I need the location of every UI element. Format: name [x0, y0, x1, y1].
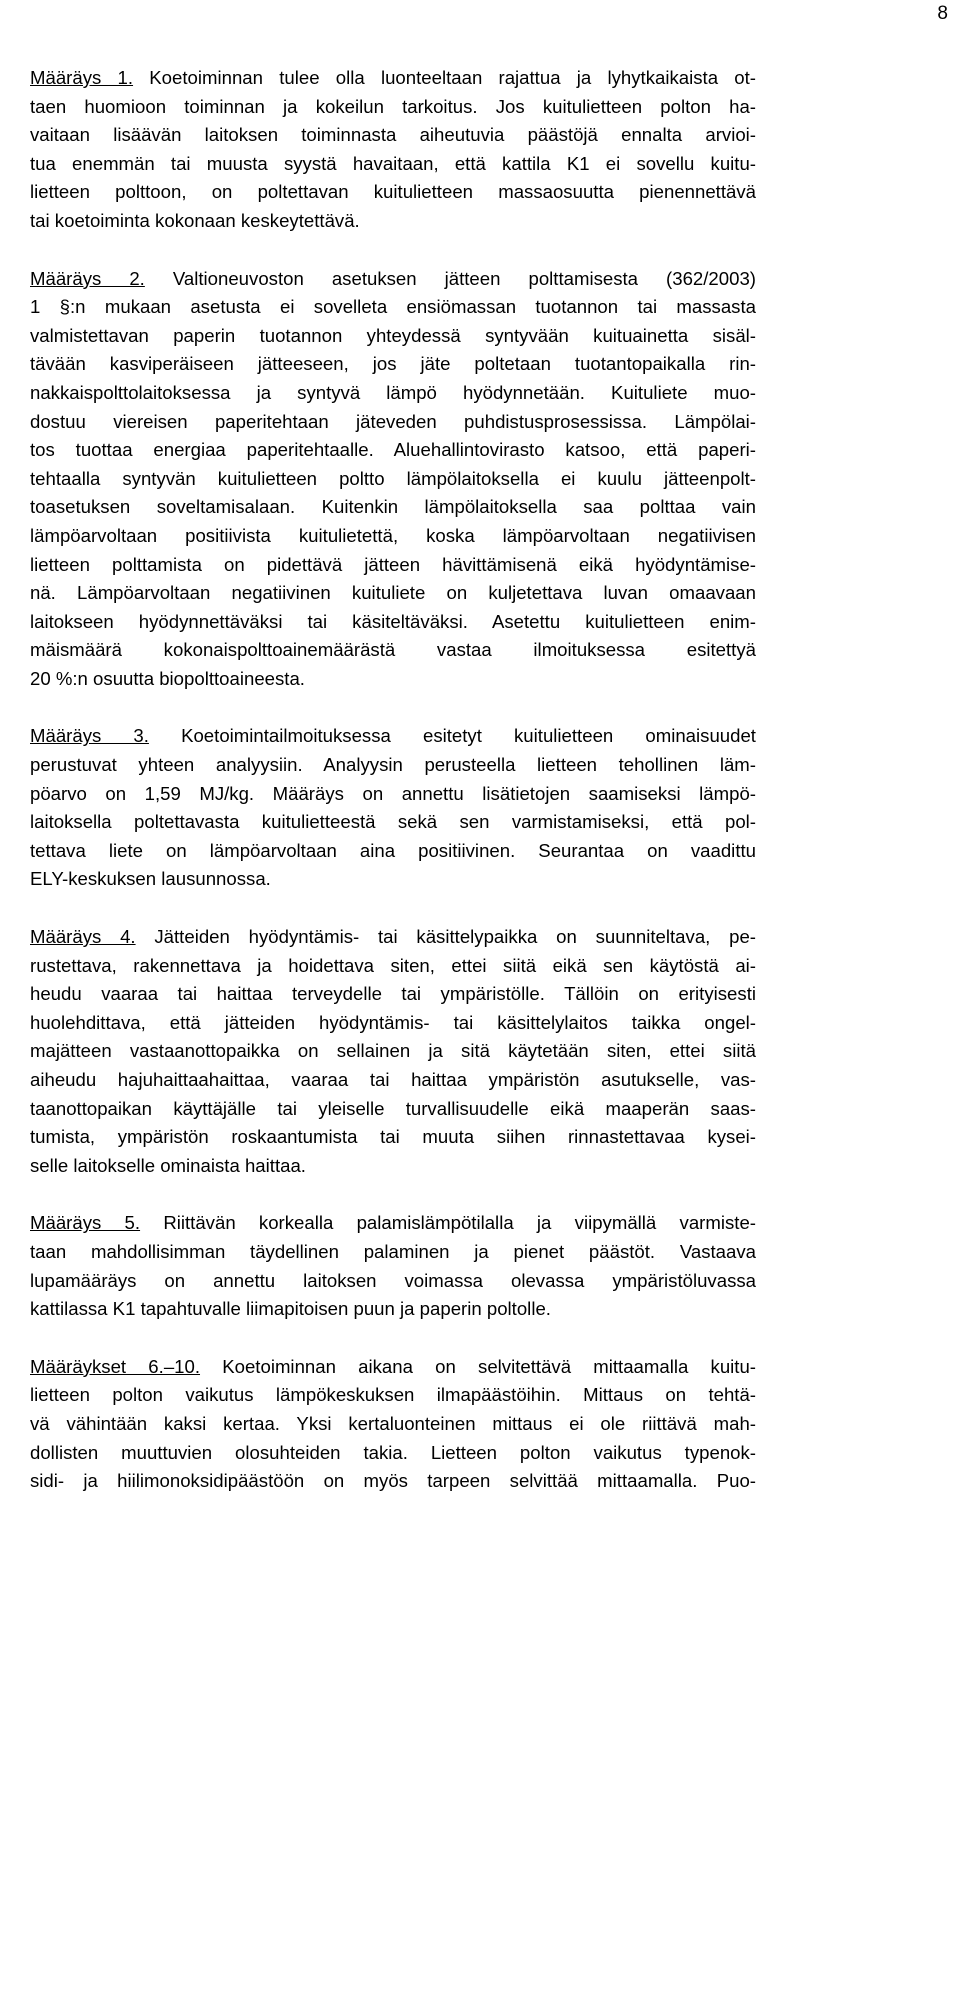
paragraph-maarays-5 — [30, 1209, 756, 1323]
text-line: tos tuottaa energiaa paperitehtaalle. Aluehallintovirasto katsoo, että paperi- — [30, 439, 756, 461]
text-line: lupamääräys on annettu laitoksen voimassa olevassa ympäristöluvassa — [30, 1269, 756, 1291]
text-line: kattilassa K1 tapahtuvalle liimapitoisen puun ja paperin poltolle. — [30, 1298, 551, 1320]
text-line: lietteen polttoon, on poltettavan kuitulietteen massaosuutta pienennettävä — [30, 181, 756, 203]
text-line: Määräys 2. Valtioneuvoston asetuksen jätteen polttamisesta (362/2003) — [30, 267, 756, 289]
text-line: taen huomioon toiminnan ja kokeilun tarkoitus. Jos kuitulietteen polton ha- — [30, 95, 756, 117]
document-body — [30, 64, 756, 1496]
text-line: taanottopaikan käyttäjälle tai yleiselle turvallisuudelle eikä maaperän saas- — [30, 1097, 756, 1119]
text-line: Määräykset 6.–10. Koetoiminnan aikana on selvitettävä mittaamalla kuitu- — [30, 1355, 756, 1377]
paragraph-maarays-2 — [30, 265, 756, 694]
section-heading: Määräykset 6.–10. — [30, 1355, 201, 1377]
text-line: laitoksella poltettavasta kuitulietteestä sekä sen varmistamiseksi, että pol- — [30, 811, 756, 833]
page-number: 8 — [937, 3, 948, 24]
text-line: lietteen polttamista on pidettävä jätteen hävittämisenä eikä hyödyntämise- — [30, 553, 756, 575]
text-line: majätteen vastaanottopaikka on sellainen ja sitä käytetään siten, ettei siitä — [30, 1040, 756, 1062]
text-line: pöarvo on 1,59 MJ/kg. Määräys on annettu lisätietojen saamiseksi lämpö- — [30, 782, 756, 804]
section-heading: Määräys 1. — [30, 67, 134, 88]
text-line: aiheudu hajuhaittaahaittaa, vaaraa tai haittaa ympäristön asutukselle, vas- — [30, 1069, 756, 1090]
text-line: rustettava, rakennettava ja hoidettava siten, ettei siitä eikä sen käytöstä ai- — [30, 954, 756, 976]
text-line: selle laitokselle ominaista haittaa. — [30, 1154, 306, 1176]
section-heading: Määräys 2. — [30, 267, 145, 289]
text-line: 20 %:n osuutta biopolttoaineesta. — [30, 667, 305, 689]
paragraph-maarays-4 — [30, 923, 756, 1180]
text-line: taan mahdollisimman täydellinen palaminen ja pienet päästöt. Vastaava — [30, 1240, 756, 1262]
text-line: dollisten muuttuvien olosuhteiden takia. Lietteen polton vaikutus typenok- — [30, 1441, 756, 1463]
text-line: tai koetoiminta kokonaan keskeytettävä. — [30, 209, 360, 231]
text-line: tehtaalla syntyvän kuitulietteen poltto lämpölaitoksella ei kuulu jätteenpolt- — [30, 467, 756, 489]
section-heading: Määräys 5. — [30, 1212, 141, 1234]
text-line: tumista, ympäristön roskaantumista tai muuta siihen rinnastettavaa kysei- — [30, 1126, 756, 1148]
text-line: sidi- ja hiilimonoksidipäästöön on myös tarpeen selvittää mittaamalla. Puo- — [30, 1470, 756, 1492]
text-line: tua enemmän tai muusta syystä havaitaan, että kattila K1 ei sovellu kuitu- — [30, 152, 756, 174]
text-line: Määräys 5. Riittävän korkealla palamislämpötilalla ja viipymällä varmiste- — [30, 1212, 756, 1234]
text-line: lämpöarvoltaan positiivista kuitulietettä, koska lämpöarvoltaan negatiivisen — [30, 524, 756, 546]
text-line: lietteen polton vaikutus lämpökeskuksen ilmapäästöihin. Mittaus on tehtä- — [30, 1384, 756, 1406]
text-line: mäismäärä kokonaispolttoainemäärästä vastaa ilmoituksessa esitettyä — [30, 639, 756, 661]
text-line: tävään kasviperäiseen jätteeseen, jos jäte poltetaan tuotantopaikalla rin- — [30, 353, 756, 375]
text-line: nä. Lämpöarvoltaan negatiivinen kuituliete on kuljetettava luvan omaavaan — [30, 582, 756, 604]
text-line: vaitaan lisäävän laitoksen toiminnasta aiheutuvia päästöjä ennalta arvioi- — [30, 124, 756, 146]
text-line: Määräys 3. Koetoimintailmoituksessa esitetyt kuitulietteen ominaisuudet — [30, 725, 756, 747]
paragraph-maarays-1 — [30, 64, 756, 236]
text-line: perustuvat yhteen analyysiin. Analyysin perusteella lietteen tehollinen läm- — [30, 754, 756, 776]
text-line: heudu vaaraa tai haittaa terveydelle tai ympäristölle. Tällöin on erityisesti — [30, 983, 756, 1005]
text-line: huolehdittava, että jätteiden hyödyntämis- tai käsittelylaitos taikka ongel- — [30, 1011, 756, 1033]
paragraph-maarays-3 — [30, 722, 756, 894]
text-line: ELY-keskuksen lausunnossa. — [30, 868, 271, 890]
text-line: 1 §:n mukaan asetusta ei sovelleta ensiömassan tuotannon tai massasta — [30, 296, 756, 318]
text-line: laitokseen hyödynnettäväksi tai käsiteltäväksi. Asetettu kuitulietteen enim- — [30, 610, 756, 632]
text-line: Määräys 1. Koetoiminnan tulee olla luonteeltaan rajattua ja lyhytkaikaista ot- — [30, 67, 756, 88]
text-line: valmistettavan paperin tuotannon yhteydessä syntyvään kuituainetta sisäl- — [30, 324, 756, 346]
section-heading: Määräys 4. — [30, 926, 136, 948]
text-line: tettava liete on lämpöarvoltaan aina positiivinen. Seurantaa on vaadittu — [30, 839, 756, 861]
paragraph-maaraykset-6-10 — [30, 1353, 756, 1496]
text-line: dostuu viereisen paperitehtaan jäteveden puhdistusprosessissa. Lämpölai- — [30, 410, 756, 432]
text-line: Määräys 4. Jätteiden hyödyntämis- tai käsittelypaikka on suunniteltava, pe- — [30, 926, 756, 948]
section-heading: Määräys 3. — [30, 725, 149, 747]
text-line: vä vähintään kaksi kertaa. Yksi kertaluonteinen mittaus ei ole riittävä mah- — [30, 1412, 756, 1434]
text-line: toasetuksen soveltamisalaan. Kuitenkin lämpölaitoksella saa polttaa vain — [30, 496, 756, 518]
text-line: nakkaispolttolaitoksessa ja syntyvä lämpö hyödynnetään. Kuituliete muo- — [30, 381, 756, 403]
